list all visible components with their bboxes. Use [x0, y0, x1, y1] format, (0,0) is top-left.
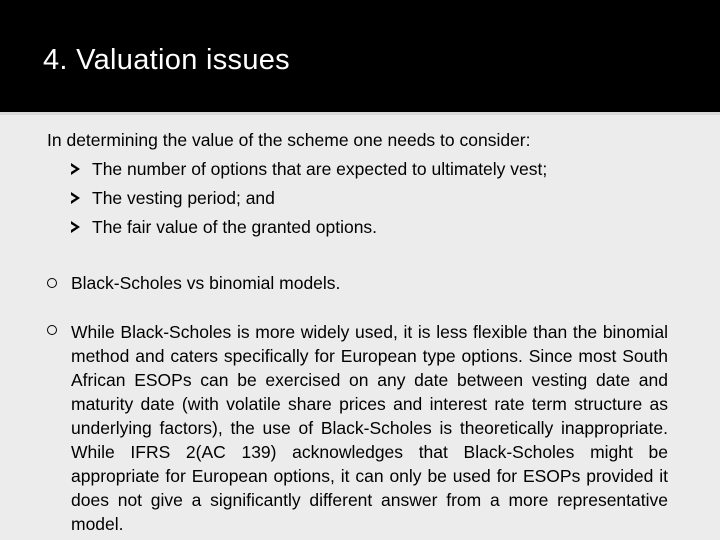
sub-item-text: The fair value of the granted options. — [92, 217, 378, 237]
title-band — [0, 0, 720, 112]
ring-bullet-icon — [47, 278, 57, 288]
bullet-paragraph: While Black-Scholes is more widely used, it is less flexible than the binomial method and caters specifically for European type options. Since most South African ESOPs can be exercised on any date between vesting date and maturity date (with volatile share prices and interest rate term structure as underlying factors), the use of Black-Scholes is theoretically inappropriate. While IFRS 2(AC 139) acknowledges that Black-Scholes might be appropriate for European options, it can only be used for ESOPs provided it does not give a significantly different answer from a more representative model. — [71, 322, 668, 534]
ring-bullet-icon — [47, 325, 57, 335]
slide-title: 4. Valuation issues — [43, 44, 290, 76]
arrow-bullet-icon — [71, 192, 80, 204]
arrow-bullet-icon — [71, 221, 80, 233]
sub-item-text: The vesting period; and — [92, 188, 275, 208]
slide-content — [0, 115, 720, 540]
bullet-text: Black-Scholes vs binomial models. — [71, 273, 341, 293]
sub-item-text: The number of options that are expected to ultimately vest; — [92, 159, 548, 179]
intro-text: In determining the value of the scheme one needs to consider: — [47, 130, 531, 150]
arrow-bullet-icon — [71, 163, 80, 175]
